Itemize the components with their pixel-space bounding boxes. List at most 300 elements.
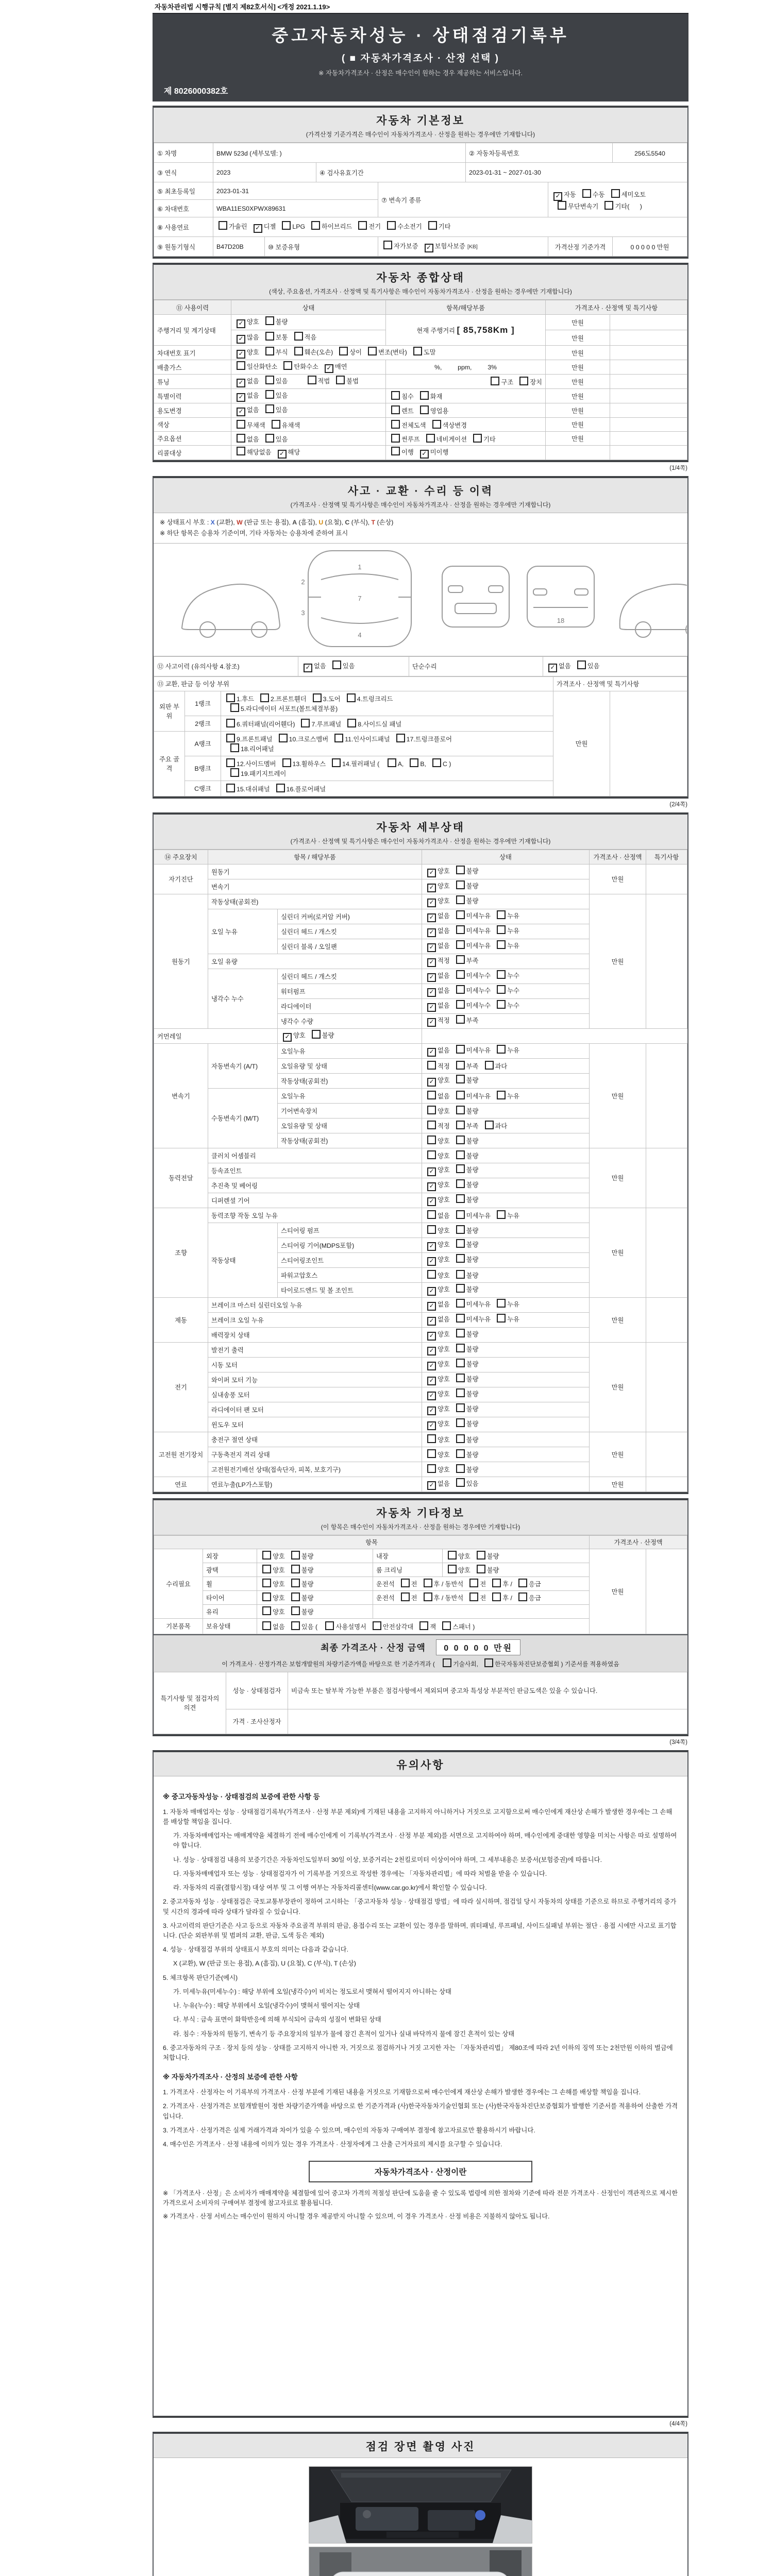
table-cell (546, 446, 610, 460)
text-segment: (부식), (349, 519, 372, 526)
checkbox (604, 201, 613, 210)
checkbox-label: 상이 (349, 349, 362, 356)
table-cell: 가격조사 · 산정액 및 특기사항 (553, 676, 687, 691)
table-row (154, 850, 687, 864)
checkbox-label: 렌트 (401, 408, 414, 415)
checkbox-label: 양호 (438, 1166, 450, 1174)
checkbox-label: 구조 (501, 379, 514, 386)
table-cell: 만원 (590, 894, 646, 1028)
table-cell: 항목 (154, 1535, 590, 1549)
checkbox-label: 15.대쉬패널 (237, 785, 270, 793)
checkbox (291, 1579, 300, 1587)
checkbox-label: 수동 (592, 191, 605, 198)
checkbox-label: 스패너 (452, 1623, 471, 1631)
table-cell: 오일유량 및 상태 (278, 1118, 422, 1133)
accident-history-table (154, 656, 687, 676)
checkbox-label: 없음 (273, 1623, 285, 1631)
checkbox: ✓ (278, 450, 287, 459)
checkbox (456, 1464, 465, 1473)
checkbox-label: 있음 (275, 378, 288, 385)
table-cell (386, 446, 546, 460)
checkbox-label: 없음 (247, 392, 259, 399)
table-row (154, 864, 687, 879)
text-segment: 이 가격조사 · 산정가격은 보험개발원의 차량기준가액을 바탕으로 한 기준가격과 ( (222, 1660, 437, 1668)
table-cell: 수리필요 (154, 1549, 203, 1618)
checkbox (456, 910, 465, 919)
checkbox-label: 불량 (301, 1608, 314, 1616)
checkbox (427, 1270, 436, 1279)
table-cell: 색상 (154, 418, 231, 432)
checkbox-label: 불량 (466, 1166, 479, 1174)
table-cell: 만원 (546, 315, 610, 330)
checkbox (456, 1434, 465, 1443)
table-cell: ⑪ 사용이력 (154, 300, 231, 315)
table-cell: B랭크 (185, 756, 221, 781)
checkbox-label: 8.사이드실 패널 (358, 720, 402, 728)
checkbox-label: 미세누유 (466, 942, 491, 950)
checkbox: ✓ (254, 224, 262, 233)
checkbox-label: 불량 (466, 1420, 479, 1428)
checkbox-label: 불량 (466, 1286, 479, 1294)
checkbox (388, 758, 396, 767)
checkbox (262, 1579, 271, 1587)
section-detail-state (153, 812, 688, 1494)
checkbox (262, 1551, 271, 1560)
checkbox-label: 누유 (507, 1301, 520, 1309)
text-segment: (교환), (214, 519, 237, 526)
checkbox (237, 361, 245, 370)
table-cell: 고전원 전기장치 (154, 1432, 208, 1477)
notice-item: 2. 가격조사 · 산정가격은 보험개발원이 정한 차량기준가액을 바탕으로 한 기준가격과 (사)한국자동차기술인협회 또는 (사)한국자동차진단보증협회가 발행한 기준서를 적용하여 산출한 가격입니다. (163, 2103, 678, 2120)
table-cell: 자동변속기 (A/T) (208, 1043, 278, 1088)
table-cell: 조향 (154, 1208, 208, 1297)
table-cell: 휠 (203, 1577, 257, 1590)
checkbox (456, 1359, 465, 1367)
checkbox: ✓ (325, 364, 333, 373)
table-cell (422, 984, 590, 998)
checkbox (456, 1164, 465, 1173)
checkbox-label: 불량 (466, 1391, 479, 1398)
checkbox-label: 없음 (438, 942, 450, 950)
checkbox: ✓ (237, 408, 245, 416)
checkbox-label: 불량 (275, 318, 288, 326)
checkbox-label: 양호 (438, 1196, 450, 1204)
checkbox-label: 양호 (438, 1138, 450, 1145)
table-cell: 만원 (553, 691, 610, 796)
checkbox: ✓ (427, 1406, 436, 1415)
checkbox: ✓ (427, 1242, 436, 1251)
checkbox-label: 훼손(오손) (304, 349, 333, 356)
checkbox-label: 있음 (275, 392, 288, 399)
checkbox: ✓ (427, 1317, 436, 1326)
checkbox (237, 447, 245, 455)
table-cell: 가격조사 · 산정액 (590, 1535, 687, 1549)
checkbox (497, 1299, 506, 1308)
table-cell: 만원 (546, 432, 610, 446)
text-segment: T (371, 519, 376, 526)
document-title: 중고자동차성능 · 상태점검기록부 (272, 26, 569, 45)
form-table (154, 1535, 687, 1634)
checkbox (427, 1091, 436, 1099)
checkbox-label: 해당 (288, 449, 300, 456)
checkbox-label: 세미오토 (621, 191, 646, 198)
table-cell (278, 1028, 422, 1043)
checkbox-label: 전 (411, 1581, 417, 1588)
table-cell (422, 998, 590, 1013)
table-cell: 1랭크 (185, 691, 221, 716)
checkbox-label: 양호 (438, 1466, 450, 1474)
checkbox (456, 1075, 465, 1083)
table-row (154, 1297, 687, 1312)
checkbox-label: 불량 (466, 1153, 479, 1160)
table-cell: ② 자동차등록번호 (466, 143, 613, 163)
checkbox (426, 434, 435, 443)
table-cell: 윈도우 모터 (208, 1417, 422, 1432)
checkbox: ✓ (427, 1048, 436, 1057)
table-cell (221, 781, 553, 796)
checkbox (456, 1284, 465, 1293)
checkbox-label: 있음 (275, 435, 288, 443)
table-cell: 2023 (213, 163, 316, 182)
checkbox (469, 1592, 478, 1601)
table-cell: ⑩ 보증유형 (265, 237, 378, 257)
table-cell: 변속기 (154, 1043, 208, 1148)
notice-item: X (교환), W (판금 또는 용접), A (흠집), U (요철), C (부식), T (손상) (173, 1960, 356, 1968)
checkbox (391, 434, 400, 443)
table-cell (422, 1178, 590, 1193)
checkbox-label: 가솔린 (229, 223, 247, 230)
checkbox-label: 양호 (438, 883, 450, 890)
price-survey-info-p2: ※ 가격조사 · 산정 서비스는 매수인이 원하지 아니할 경우 제공받지 아니할 수 있으며, 이 경우 가격조사 · 산정 비용은 지불하지 않아도 됩니다. (163, 2213, 550, 2221)
table-cell (373, 1590, 590, 1604)
table-cell (422, 969, 590, 984)
checkbox-label: 있음 (301, 1623, 314, 1631)
checkbox (332, 758, 341, 767)
table-cell: 256도5540 (613, 143, 687, 163)
checkbox (279, 734, 288, 742)
table-cell (646, 1043, 687, 1148)
checkbox (420, 391, 429, 400)
section-notice (153, 1750, 688, 2418)
checkbox-label: 불량 (486, 1567, 499, 1574)
checkbox: ✓ (427, 973, 436, 982)
table-cell (422, 1133, 590, 1148)
checkbox-label: 양호 (438, 1272, 450, 1280)
table-cell (422, 1193, 590, 1208)
legend-note: ※ 하단 항목은 승용차 기준이며, 기타 자동차는 승용차에 준하여 표시 (160, 529, 348, 537)
checkbox-label: 양호 (438, 1331, 450, 1338)
notice-item: 1. 가격조사 · 산정자는 이 기록부의 가격조사 · 산정 부분에 기재된 내용을 거짓으로 기재함으로써 매수인에게 재산상 손해가 발생한 경우에는 그 손해를 배상할 책임을 집니다. (163, 2089, 641, 2096)
basic-info-table (154, 143, 687, 257)
checkbox-label: 전 (480, 1595, 486, 1602)
checkbox (497, 1000, 506, 1009)
etc-info-table (154, 1535, 687, 1634)
checkbox (230, 768, 239, 777)
checkbox-label: 한국자동차진단보증협회 (494, 1660, 560, 1668)
price-option-subtitle: ( ■ 자동차가격조사 · 산정 선택 ) (341, 53, 500, 64)
table-row (154, 691, 687, 716)
checkbox: ✓ (548, 664, 557, 672)
checkbox-label: 양호 (293, 1032, 306, 1040)
table-cell: 오일 누유 (208, 909, 278, 954)
table-cell (422, 1282, 590, 1297)
table-cell: 특별이력 (154, 389, 231, 403)
table-cell: 가격산정 기준가격 (548, 237, 613, 257)
checkbox (456, 866, 465, 874)
table-cell (548, 182, 687, 217)
checkbox-label: 누유 (507, 1093, 520, 1100)
overall-state-header (154, 265, 687, 300)
checkbox-label: 미세누수 (466, 1002, 491, 1010)
checkbox (519, 377, 528, 385)
checkbox (237, 434, 245, 443)
text-segment: ( (375, 760, 381, 768)
notice-item: 나. 성능 · 상태점검 내용의 보증기간은 자동차인도일부터 30일 이상, 보증거리는 2천킬로미터 이상이어야 하며, 그 세부내용은 보증서(보험증권)에 따릅니다. (173, 1856, 602, 1863)
section-title: 자동차 기타정보 (376, 1507, 465, 1519)
checkbox-label: 미이행 (430, 449, 449, 456)
notice-item: 3. 가격조사 · 산정가격은 실제 거래가격과 차이가 있을 수 있으며, 매수인의 자동차 구매여부 결정에 참고자료로만 활용하시기 바랍니다. (163, 2126, 535, 2134)
checkbox: ✓ (427, 958, 436, 967)
table-cell (610, 403, 687, 418)
table-cell: 만원 (590, 1148, 646, 1208)
checkbox: ✓ (427, 1392, 436, 1400)
checkbox-label: 불량 (466, 1256, 479, 1264)
table-row (154, 446, 687, 460)
notice-body (154, 1776, 687, 2416)
table-cell (422, 1462, 590, 1477)
checkbox (456, 1061, 465, 1070)
checkbox-label: 썬루프 (401, 435, 420, 443)
table-cell (386, 418, 546, 432)
diagram-number-hood: 1 (358, 563, 362, 571)
regulation-line: 자동차관리법 시행규칙 [별지 제82호서식] <개정 2021.1.19> (155, 3, 330, 11)
table-cell (221, 756, 553, 781)
checkbox-label: 기술사회, (453, 1660, 478, 1668)
checkbox (226, 758, 235, 767)
checkbox-label: 적정 (438, 1063, 450, 1071)
table-cell (257, 1604, 373, 1618)
table-cell (422, 1103, 590, 1118)
table-cell: 발전기 출력 (208, 1342, 422, 1357)
table-cell: 오일유량 및 상태 (278, 1058, 422, 1073)
table-row (154, 1672, 687, 1709)
table-cell: 실린더 커버(로커암 커버) (278, 909, 422, 924)
checkbox-label: 10.크로스멤버 (289, 736, 329, 743)
table-cell: 파워고압호스 (278, 1267, 422, 1282)
table-cell: 실내송풍 모터 (208, 1387, 422, 1402)
table-row (154, 217, 687, 237)
checkbox (428, 221, 437, 230)
checkbox (427, 1434, 436, 1443)
notice-item: 6. 중고자동차의 구조 · 장치 등의 성능 · 상태를 고지하지 아니한 자, 거짓으로 점검하거나 거짓 고지한 자는 「자동차관리법」 제80조에 따라 2년 이하의 징역 또는 2천만원 이하의 벌금에 처합니다. (163, 2044, 673, 2061)
section-inspection-photos (153, 2432, 688, 2576)
checkbox-label: 도말 (423, 349, 436, 356)
checkbox-label: 부족 (466, 1123, 479, 1130)
checkbox (456, 1418, 465, 1427)
checkbox-label: 적정 (438, 1123, 450, 1130)
checkbox (456, 1388, 465, 1397)
checkbox: ✓ (237, 319, 245, 328)
table-cell: 시동 모터 (208, 1357, 422, 1372)
table-cell (422, 1043, 590, 1058)
table-cell: 스티어링조인트 (278, 1252, 422, 1267)
table-cell (422, 909, 590, 924)
checkbox-label: 없음 (438, 927, 450, 935)
checkbox-label: 미세누유 (466, 912, 491, 920)
table-cell: ⑫ 사고이력 (유의사항 4.참조) (154, 656, 298, 676)
text-segment: C (345, 519, 350, 526)
checkbox (291, 1551, 300, 1560)
section-title: 자동차 종합상태 (376, 272, 465, 284)
table-cell: 와이퍼 모터 기능 (208, 1372, 422, 1387)
notice-item: 4. 성능 · 상태점검 부위의 상태표시 부호의 의미는 다음과 같습니다. (163, 1946, 349, 1954)
table-cell: 전기 (154, 1342, 208, 1432)
table-cell (422, 954, 590, 969)
table-cell: 커먼레일 (154, 1028, 278, 1043)
table-cell: 2023-01-31 (213, 182, 378, 200)
checkbox (456, 1150, 465, 1159)
table-cell: 2023-01-31 ~ 2027-01-30 (466, 163, 687, 182)
table-cell: 만원 (590, 1549, 646, 1634)
table-row (154, 432, 687, 446)
checkbox-label: 전 (480, 1581, 486, 1588)
text-segment: ) 기준서를 적용하였음 (559, 1660, 619, 1668)
checkbox: ✓ (427, 1347, 436, 1355)
checkbox (497, 970, 506, 979)
table-cell (257, 1549, 373, 1563)
table-cell: 냉각수 수량 (278, 1013, 422, 1028)
checkbox (456, 970, 465, 979)
checkbox (427, 1106, 436, 1114)
checkbox (265, 390, 274, 399)
checkbox-label: 양호 (438, 1256, 450, 1264)
checkbox (311, 221, 320, 230)
table-cell (422, 879, 590, 894)
table-cell: WBA11ES0XPWX89631 (213, 200, 378, 217)
table-cell: 광택 (203, 1563, 257, 1577)
table-cell (422, 1402, 590, 1417)
table-cell (646, 894, 687, 1028)
checkbox-label: 적법 (317, 378, 330, 385)
checkbox-label: 누유 (507, 1316, 520, 1324)
checkbox (582, 189, 591, 198)
photos-body (154, 2458, 687, 2576)
checkbox (473, 434, 482, 443)
checkbox-label: 3.도어 (323, 696, 341, 703)
checkbox (469, 1579, 478, 1587)
checkbox-label: 자가보증 (394, 243, 418, 250)
checkbox: ✓ (427, 1481, 436, 1490)
checkbox-label: 있음 (466, 1480, 479, 1488)
table-row (154, 346, 687, 360)
checkbox: ✓ (304, 664, 312, 672)
table-cell: 원동기 (154, 894, 208, 1028)
checkbox-label: 누유 (507, 927, 520, 935)
checkbox-label: 없음 (438, 1212, 450, 1220)
table-cell (422, 1252, 590, 1267)
checkbox-label: 이행 (401, 449, 414, 456)
checkbox (448, 1565, 457, 1573)
checkbox (497, 925, 506, 934)
checkbox (427, 1225, 436, 1234)
checkbox (387, 221, 396, 230)
table-cell (231, 360, 386, 375)
checkbox-label: 불량 (466, 1376, 479, 1383)
checkbox-label: 침수 (401, 393, 414, 400)
checkbox (492, 1592, 501, 1601)
checkbox (226, 734, 235, 742)
table-cell (422, 924, 590, 939)
form-table (154, 656, 687, 676)
section-subtitle: (이 항목은 매수인이 자동차가격조사 · 산정을 원하는 경우에만 기재합니다) (321, 1523, 520, 1531)
checkbox-label: 4.트렁크리드 (357, 696, 393, 703)
checkbox-label: 불량 (466, 1077, 479, 1084)
checkbox (262, 1565, 271, 1573)
table-cell: 타이로드엔드 및 볼 조인트 (278, 1282, 422, 1297)
table-cell (221, 731, 553, 756)
table-cell (422, 1267, 590, 1282)
table-cell: 실린더 헤드 / 개스킷 (278, 969, 422, 984)
checkbox (226, 693, 235, 702)
checkbox (391, 405, 400, 414)
table-cell (422, 1372, 590, 1387)
table-cell (221, 716, 553, 731)
state-symbol-legend (154, 513, 687, 544)
checkbox: ✓ (237, 350, 245, 359)
table-cell (231, 418, 386, 432)
checkbox (485, 1061, 494, 1070)
table-cell: BMW 523d (세부모델: ) (213, 143, 466, 163)
checkbox-label: 불량 (466, 1138, 479, 1145)
table-cell: 룸 크리닝 (373, 1563, 443, 1577)
checkbox (456, 1329, 465, 1337)
section-subtitle: (가격조사 · 산정액 및 특기사항은 매수인이 자동차가격조사 · 산정을 원하는 경우에만 기재합니다) (290, 837, 551, 845)
checkbox-label: 응급 (528, 1581, 541, 1588)
checkbox-label: 12.사이드멤버 (237, 760, 276, 768)
checkbox-label: 양호 (438, 1361, 450, 1368)
table-cell: 성능 · 상태점검자 (226, 1672, 288, 1709)
checkbox (456, 1478, 465, 1487)
checkbox (301, 719, 310, 727)
checkbox (456, 1314, 465, 1323)
checkbox: ✓ (283, 1033, 292, 1042)
table-cell (257, 1618, 590, 1634)
checkbox-label: 없음 (438, 1316, 450, 1324)
checkbox (456, 1299, 465, 1308)
checkbox (497, 985, 506, 994)
checkbox: ✓ (427, 899, 436, 907)
checkbox (334, 734, 343, 742)
checkbox (456, 1210, 465, 1219)
table-cell (386, 315, 546, 346)
checkbox (456, 1106, 465, 1114)
checkbox (262, 1621, 271, 1630)
text-segment: ※ 상태표시 부호 : (160, 519, 211, 526)
checkbox (427, 1150, 436, 1159)
table-cell: 고전원전기배선 상태(접속단자, 피복, 보호기구) (208, 1462, 422, 1477)
section-subtitle: (가격산정 기준가격은 매수인이 자동차가격조사 · 산정을 원하는 경우에만 기재합니다) (306, 131, 535, 138)
text-segment: (흠집), (297, 519, 319, 526)
checkbox-label: 부족 (466, 1063, 479, 1071)
checkbox-label: 누유 (507, 942, 520, 950)
checkbox-label: 불량 (466, 1346, 479, 1353)
checkbox-label: 16.플로어패널 (286, 785, 326, 793)
table-row (154, 1342, 687, 1357)
photos-header (154, 2434, 687, 2458)
checkbox (456, 1015, 465, 1024)
diagram-number-trunk: 4 (358, 631, 362, 639)
table-cell (646, 1208, 687, 1297)
